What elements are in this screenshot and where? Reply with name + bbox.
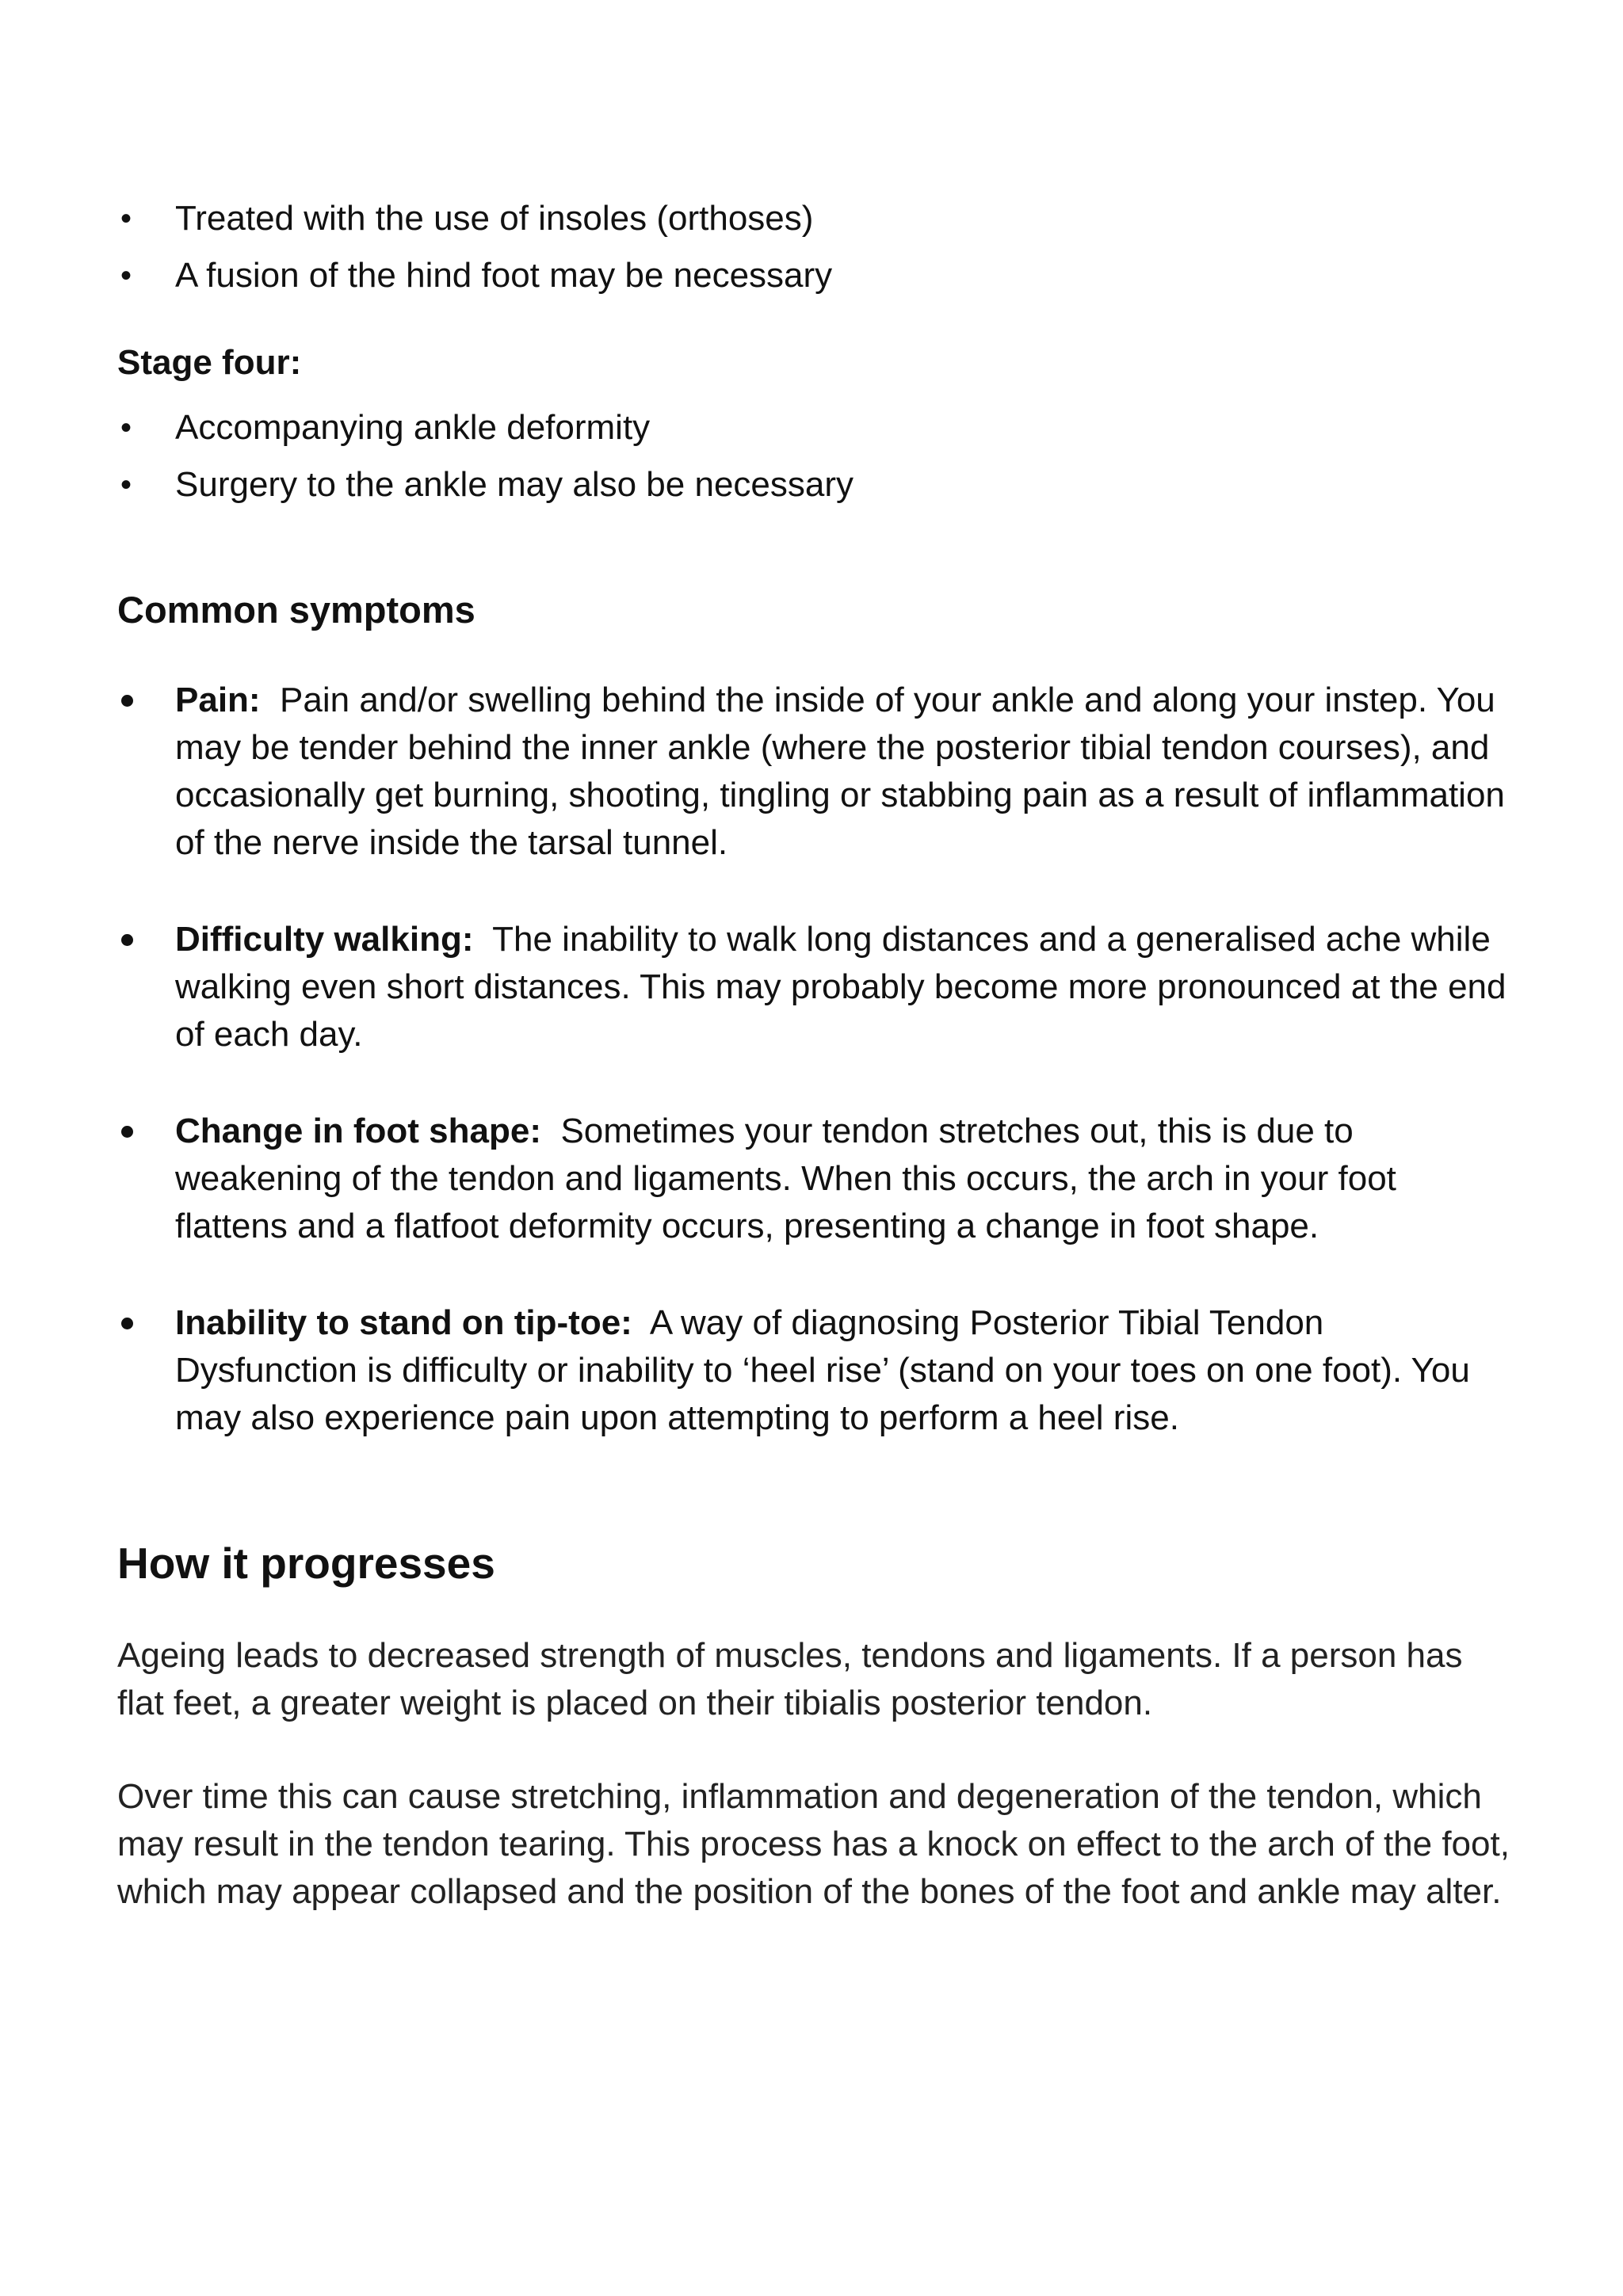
bullet-icon: • [120, 467, 132, 502]
progression-paragraph: Over time this can cause stretching, inflammation and degeneration of the tendon, which may result in the tendon tearing. This process has a knock on effect to the arch of the foot, which may appear collapsed and the position of the bones of the foot and ankle may alter. [117, 1777, 1510, 1911]
symptom-item-tip-toe [117, 1299, 1512, 1442]
symptom-item-difficulty-walking [117, 916, 1512, 1058]
how-it-progresses-heading: How it progresses [117, 1539, 495, 1588]
stage-four-heading: Stage four: [117, 343, 302, 382]
stage-four-list [117, 399, 1504, 513]
list-item-text: A fusion of the hind foot may be necessary [175, 256, 833, 295]
list-item [117, 456, 1504, 513]
list-item [117, 399, 1504, 456]
list-item-text: Treated with the use of insoles (orthoses) [175, 199, 814, 238]
list-item [117, 247, 1504, 304]
symptom-term: Difficulty walking: [175, 920, 474, 959]
bullet-icon: • [120, 201, 132, 236]
symptom-term: Inability to stand on tip-toe: [175, 1303, 632, 1342]
symptom-description: A way of diagnosing Posterior Tibial Tendon Dysfunction is difficulty or inability to ‘heel rise’ (stand on your toes on one foot). You may also experience pain upon attempting to perform a heel rise. [175, 1303, 1470, 1437]
common-symptoms-heading: Common symptoms [117, 589, 475, 631]
bullet-icon: • [120, 410, 132, 445]
bullet-icon [121, 1318, 133, 1329]
list-item-text: Accompanying ankle deformity [175, 408, 651, 447]
symptom-item-foot-shape [117, 1108, 1512, 1250]
symptom-term: Change in foot shape: [175, 1112, 541, 1150]
symptom-item-pain [117, 677, 1512, 867]
list-item-text: Surgery to the ankle may also be necessary [175, 465, 854, 504]
bullet-icon: • [120, 258, 132, 293]
symptom-description: Pain and/or swelling behind the inside of your ankle and along your instep. You may be tender behind the inner ankle (where the posterior tibial tendon courses), and occasionally get burning, shooting, tingling or stabbing pain as a result of inflammation of the nerve inside the tarsal tunnel. [175, 681, 1505, 862]
bullet-icon [121, 934, 133, 946]
bullet-icon [121, 1126, 133, 1138]
bullet-icon [121, 695, 133, 707]
symptom-description: Sometimes your tendon stretches out, this is due to weakening of the tendon and ligaments. When this occurs, the arch in your foot flattens and a flatfoot deformity occurs, presenting a change in foot shape. [175, 1112, 1396, 1245]
progression-paragraph: Ageing leads to decreased strength of muscles, tendons and ligaments. If a person has flat feet, a greater weight is placed on their tibialis posterior tendon. [117, 1636, 1463, 1722]
symptom-description: The inability to walk long distances and a generalised ache while walking even short distances. This may probably become more pronounced at the end of each day. [175, 920, 1507, 1054]
symptom-term: Pain: [175, 681, 261, 719]
continued-treatment-list [117, 190, 1504, 304]
list-item [117, 190, 1504, 247]
symptoms-list [117, 677, 1512, 1491]
